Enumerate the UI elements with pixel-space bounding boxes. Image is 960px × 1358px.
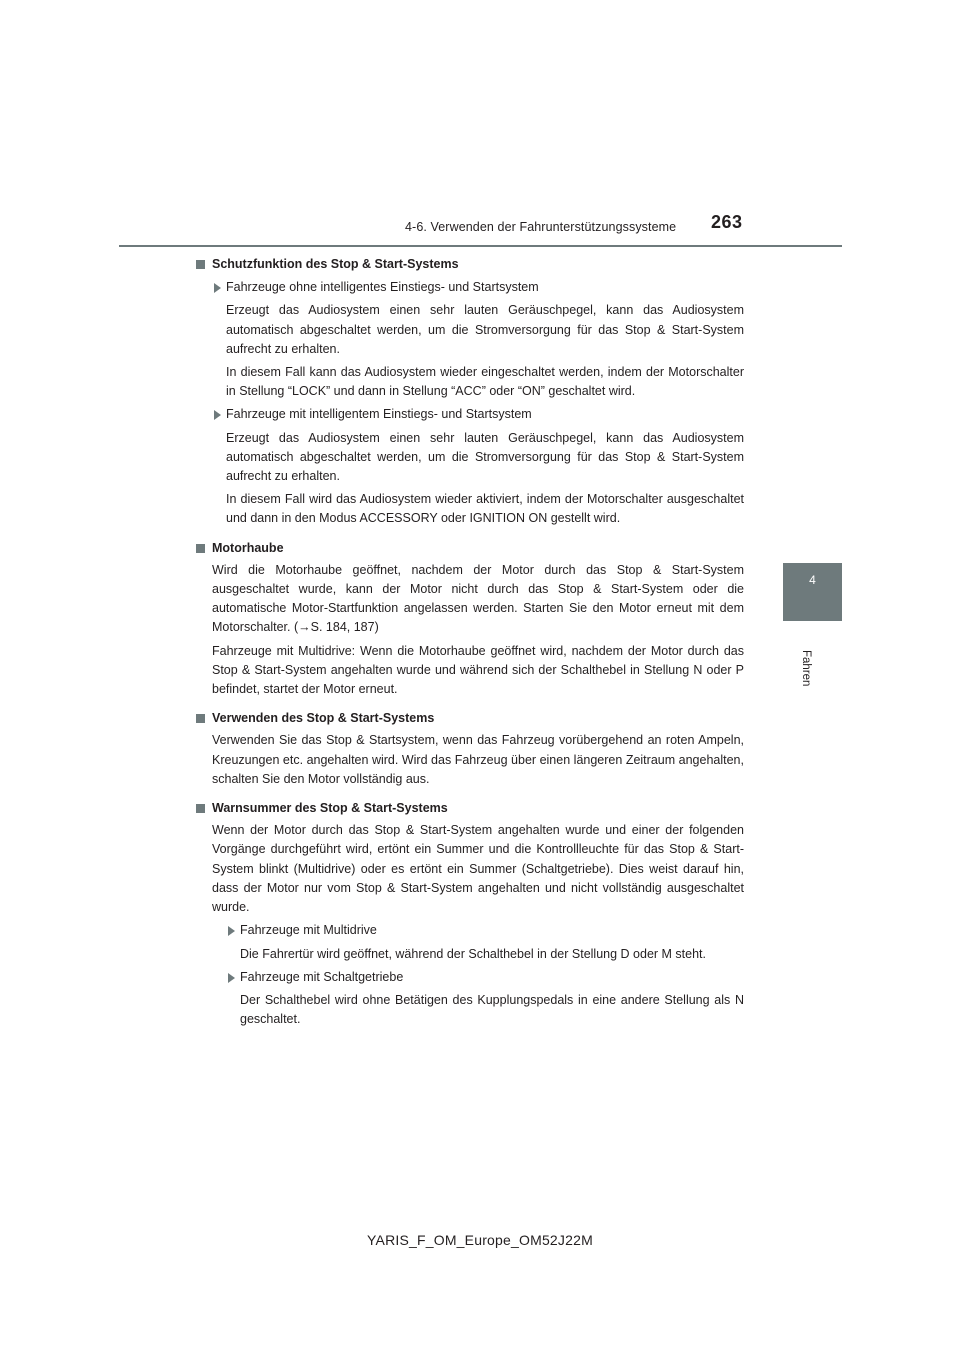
- chapter-tab: [783, 563, 842, 621]
- section-heading: [196, 709, 744, 728]
- square-bullet-icon: [196, 714, 205, 723]
- list-item: [212, 405, 744, 424]
- arrow-bullet-icon: [214, 283, 221, 293]
- paragraph: Erzeugt das Audiosystem einen sehr lauten Geräuschpegel, kann das Audiosystem automatisch abgeschaltet werden, um die Stromversorgung für das Stop & Start-System aufrecht zu erhalten.: [226, 303, 744, 356]
- list-item: [212, 278, 744, 297]
- paragraph: Die Fahrertür wird geöffnet, während der Schalthebel in der Stellung D oder M steht.: [240, 946, 706, 961]
- list-item: [226, 921, 744, 940]
- paragraph: Verwenden Sie das Stop & Startsystem, wenn das Fahrzeug vorübergehend an roten Ampeln, Kreuzungen etc. angehalten wird. Wird das Fahrzeug über einen längeren Zeitraum angehalten, schalten Sie den Motor vollständig aus.: [212, 733, 744, 786]
- list-item-label: Fahrzeuge ohne intelligentes Einstiegs- und Startsystem: [226, 280, 539, 295]
- paragraph: Der Schalthebel wird ohne Betätigen des Kupplungspedals in eine andere Stellung als N geschaltet.: [240, 992, 744, 1027]
- footer-doc-id: YARIS_F_OM_Europe_OM52J22M: [367, 1232, 593, 1248]
- list-item-label: Fahrzeuge mit Multidrive: [240, 923, 377, 938]
- arrow-bullet-icon: [214, 410, 221, 420]
- header-section-title: 4-6. Verwenden der Fahrunterstützungssysteme: [405, 220, 677, 234]
- section-heading-text: Verwenden des Stop & Start-Systems: [212, 711, 435, 726]
- section-heading-text: Warnsummer des Stop & Start-Systems: [212, 801, 448, 816]
- paragraph: In diesem Fall wird das Audiosystem wieder aktiviert, indem der Motorschalter ausgeschaltet und dann in den Modus ACCESSORY oder IGNITION ON gestellt wird.: [226, 492, 744, 526]
- paragraph: Wenn der Motor durch das Stop & Start-System angehalten wurde und einer der folgenden Vorgänge durchgeführt wird, ertönt ein Summer und die Kontrollleuchte für das Stop & Start-System blinkt (Multidrive) oder es ertönt ein Summer (Schaltgetriebe). Dies weist darauf hin, dass der Motor nur vom Stop & Start-System angehalten und nicht vollständig ausgeschaltet wurde.: [212, 823, 744, 915]
- section-heading-text: Schutzfunktion des Stop & Start-Systems: [212, 257, 459, 271]
- paragraph: In diesem Fall kann das Audiosystem wieder eingeschaltet werden, indem der Motorschalter in Stellung “LOCK” und dann in Stellung “ACC” oder “ON” geschaltet wird.: [226, 365, 744, 399]
- arrow-bullet-icon: [228, 926, 235, 936]
- list-item-label: Fahrzeuge mit intelligentem Einstiegs- und Startsystem: [226, 407, 532, 422]
- page-number: 263: [711, 212, 743, 232]
- list-item: [226, 968, 744, 987]
- square-bullet-icon: [196, 260, 205, 269]
- square-bullet-icon: [196, 544, 205, 553]
- section-heading-text: Motorhaube: [212, 540, 284, 555]
- chapter-label: Fahren: [800, 650, 812, 687]
- header-divider: [119, 245, 842, 247]
- section-heading: [196, 799, 744, 818]
- arrow-bullet-icon: [228, 973, 235, 983]
- paragraph: Erzeugt das Audiosystem einen sehr lauten Geräuschpegel, kann das Audiosystem automatisch abgeschaltet werden, um die Stromversorgung für das Stop & Start-System aufrecht zu erhalten.: [226, 430, 744, 484]
- section-heading: [196, 255, 744, 274]
- paragraph: Fahrzeuge mit Multidrive: Wenn die Motorhaube geöffnet wird, nachdem der Motor durch das Stop & Start-System angehalten wurde und während sich der Schalthebel in Stellung N oder P befindet, startet der Motor erneut.: [212, 643, 744, 697]
- section-heading: [196, 539, 744, 558]
- main-content: [212, 255, 744, 1033]
- paragraph: Wird die Motorhaube geöffnet, nachdem der Motor durch das Stop & Start-System ausgeschaltet wurde, kann der Motor nicht durch das Stop & Start-System oder die automatische Motor-Startfunktion angelassen werden. Starten Sie den Motor erneut mit dem Motorschalter. (→S. 184, 187): [212, 562, 744, 635]
- chapter-number: 4: [809, 573, 816, 587]
- square-bullet-icon: [196, 804, 205, 813]
- list-item-label: Fahrzeuge mit Schaltgetriebe: [240, 969, 404, 984]
